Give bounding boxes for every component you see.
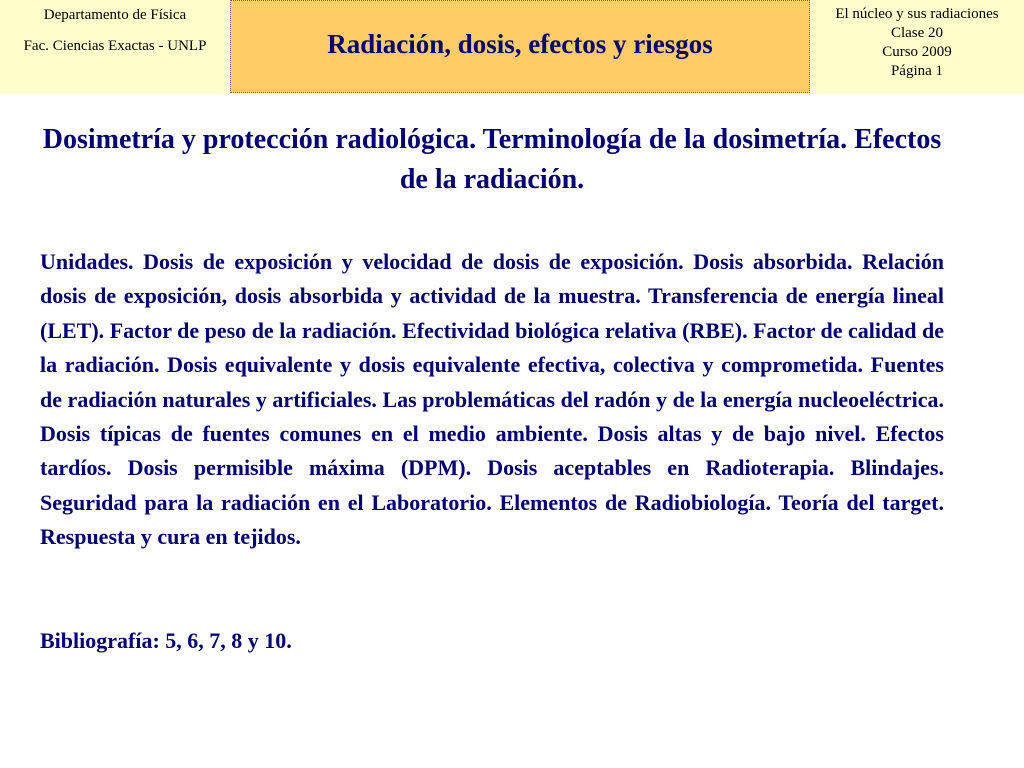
slide-header xyxy=(0,0,1024,94)
course-year-label: Curso 2009 xyxy=(882,44,952,60)
class-label: Clase 20 xyxy=(890,25,944,41)
slide-title: Radiación, dosis, efectos y riesgos xyxy=(327,29,713,59)
bibliography-line: Bibliografía: 5, 6, 7, 8 y 10. xyxy=(40,628,292,653)
faculty-label: Fac. Ciencias Exactas - UNLP xyxy=(23,38,207,54)
topics-paragraph: Unidades. Dosis de exposición y velocidad de dosis de exposición. Dosis absorbida. Relación dosis de exposición, dosis absorbida y actividad de la muestra. Transferencia de energía lineal (LET). Factor de peso de la radiación. Efectividad biológica relativa (RBE). Factor de calidad de la radiación. Dosis equivalente y dosis equivalente efectiva, colectiva y comprometida. Fuentes de radiación naturales y artificiales. Las problemáticas del radón y de la energía nucleoeléctrica. Dosis típicas de fuentes comunes en el medio ambiente. Dosis altas y de bajo nivel. Efectos tardíos. Dosis permisible máxima (DPM). Dosis aceptables en Radioterapia. Blindajes. Seguridad para la radiación en el Laboratorio. Elementos de Radiobiología. Teoría del target. Respuesta y cura en tejidos. xyxy=(40,249,944,550)
header-right-block xyxy=(810,0,1024,94)
section-subtitle: Dosimetría y protección radiológica. Terminología de la dosimetría. Efectos de la radiación. xyxy=(42,124,942,195)
department-label: Departamento de Física xyxy=(43,7,187,23)
page-number-label: Página 1 xyxy=(890,63,944,79)
header-left-block xyxy=(0,0,230,94)
course-topic-label: El núcleo y sus radiaciones xyxy=(835,6,999,22)
header-title-box xyxy=(230,0,810,93)
